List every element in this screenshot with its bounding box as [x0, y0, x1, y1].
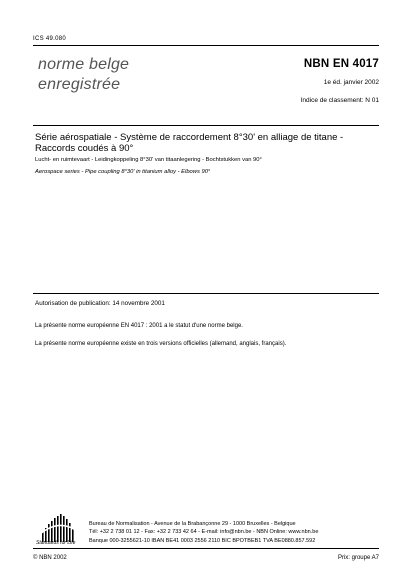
edition-date: 1e éd. janvier 2002	[323, 79, 379, 86]
title-divider	[33, 125, 379, 126]
address-line-1: Bureau de Normalisation - Avenue de la Brabançonne 29 - 1000 Bruxelles - Belgique	[89, 521, 296, 527]
price-group: Prix: groupe A7	[337, 555, 379, 561]
standard-number: NBN EN 4017	[303, 58, 379, 70]
status-statement: La présente norme européenne EN 4017 : 2001 a le statut d'une norme belge.	[35, 323, 243, 329]
body-divider	[33, 293, 379, 294]
title-dutch: Lucht- en ruimtevaart - Leidingkoppeling 8°30' van titaanlegering - Bochtstukken van 90°	[35, 157, 262, 163]
address-line-3: Banque 000-3255621-10 IBAN BE41 0003 2556 2110 BIC BPOTBEB1 TVA BE0880.857.592	[89, 538, 316, 544]
versions-statement: La présente norme européenne existe en trois versions officielles (allemand, anglais, français).	[35, 341, 287, 347]
classification-index: Indice de classement: N 01	[300, 97, 379, 104]
bottom-divider	[33, 548, 379, 549]
publication-authorisation: Autorisation de publication: 14 novembre 2001	[35, 300, 165, 307]
copyright: © NBN 2002	[33, 555, 67, 561]
title-french-line-1: Série aérospatiale - Système de raccordement 8°30' en alliage de titane -	[35, 132, 344, 143]
brand-line-1: norme belge	[38, 56, 130, 73]
top-divider	[33, 45, 379, 46]
logo-caption: Standards for Life	[36, 540, 76, 546]
ics-code: ICS 49.080	[33, 36, 67, 42]
title-french-line-2: Raccords coudés à 90°	[35, 143, 134, 154]
address-line-2: Tél: +32 2 738 01 12 - Fax: +32 2 733 42 64 - E-mail: info@nbn.be - NBN Online: www.nbn.be	[89, 529, 319, 535]
brand-line-2: enregistrée	[38, 76, 121, 93]
title-english: Aerospace series - Pipe coupling 8°30' in titanium alloy - Elbows 90°	[35, 169, 211, 175]
